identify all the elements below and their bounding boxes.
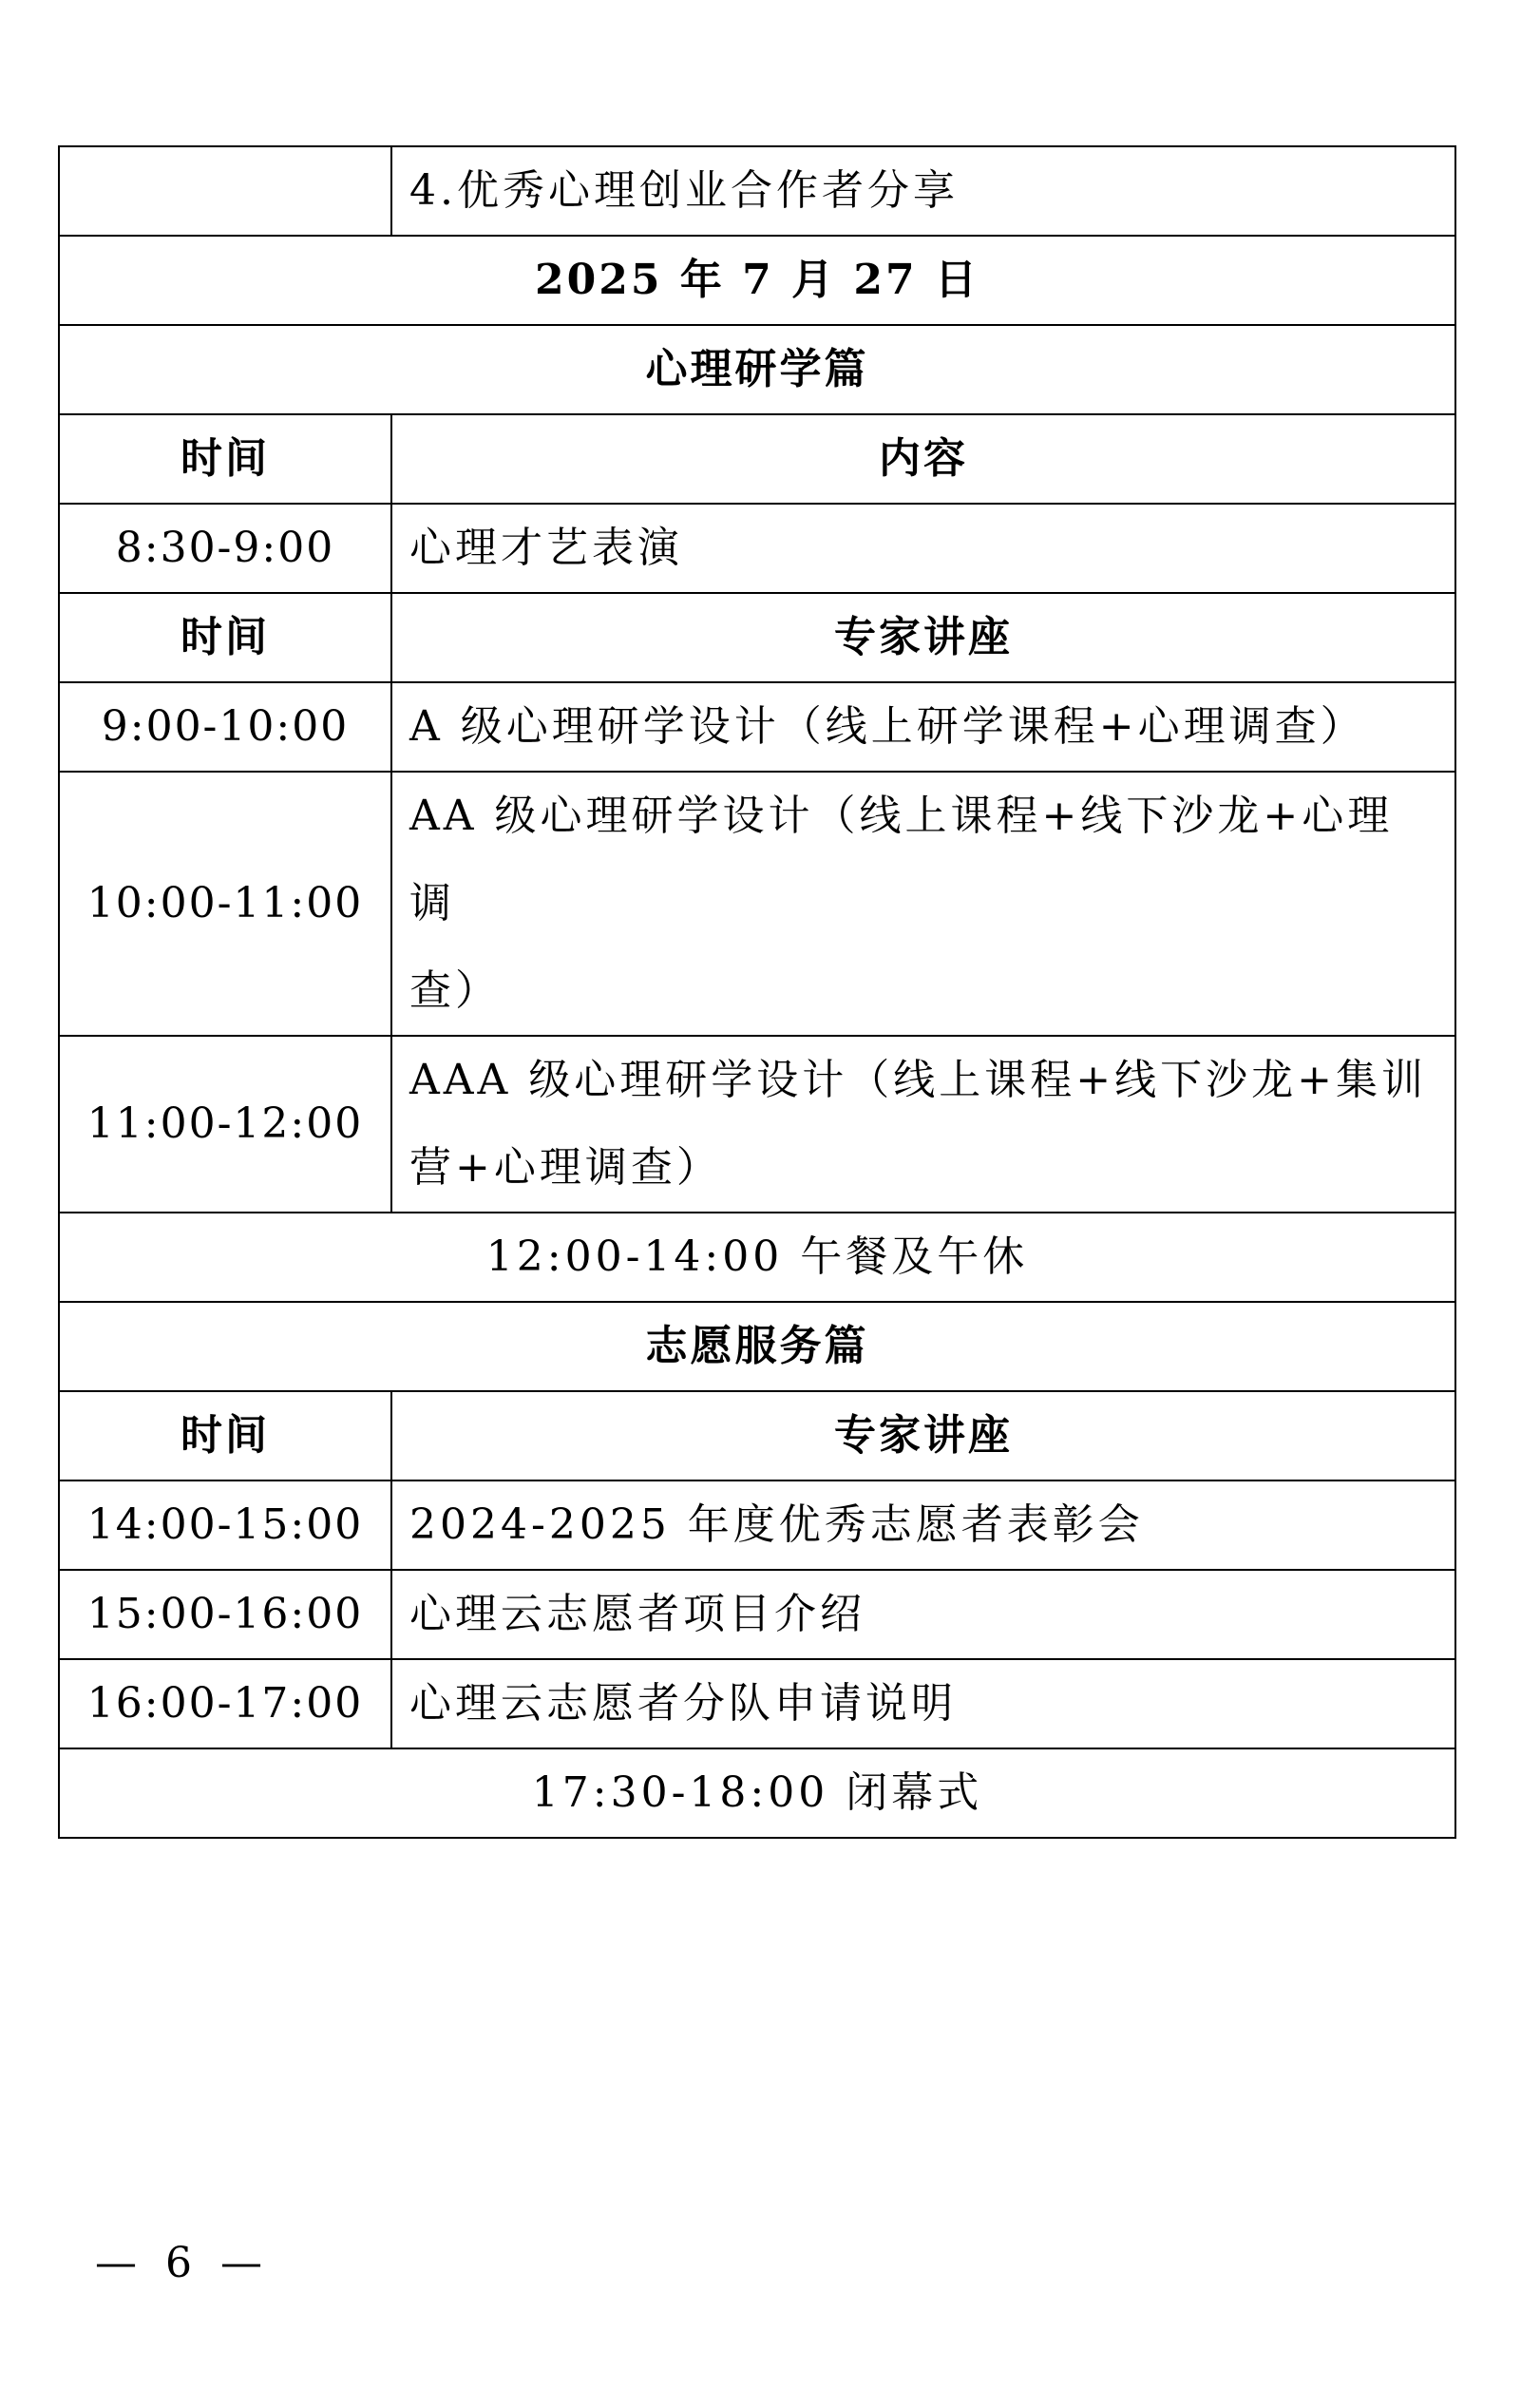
column-header-lecture: 专家讲座 (391, 593, 1455, 682)
content-cell: 心理云志愿者分队申请说明 (391, 1659, 1455, 1748)
content-cell: 心理才艺表演 (391, 504, 1455, 593)
closing-row (59, 1748, 1455, 1838)
column-header-content: 内容 (391, 414, 1455, 504)
table-row (59, 504, 1455, 593)
header-row (59, 414, 1455, 504)
break-row (59, 1213, 1455, 1302)
table-row (59, 146, 1455, 236)
content-cell (391, 1036, 1455, 1213)
content-cell: 4.优秀心理创业合作者分享 (391, 146, 1455, 236)
header-row (59, 593, 1455, 682)
time-cell: 15:00-16:00 (59, 1570, 391, 1659)
time-cell: 8:30-9:00 (59, 504, 391, 593)
content-line: 查） (409, 966, 501, 1015)
content-cell: 心理云志愿者项目介绍 (391, 1570, 1455, 1659)
date-row (59, 236, 1455, 325)
column-header-time: 时间 (59, 593, 391, 682)
header-row (59, 1391, 1455, 1480)
time-cell: 9:00-10:00 (59, 682, 391, 772)
section-title-volunteer: 志愿服务篇 (59, 1302, 1455, 1391)
content-line: 营+心理调查） (409, 1143, 722, 1192)
table-row (59, 682, 1455, 772)
content-cell (391, 772, 1455, 1036)
schedule-table (58, 145, 1456, 1839)
time-cell: 10:00-11:00 (59, 772, 391, 1036)
time-cell: 11:00-12:00 (59, 1036, 391, 1213)
page-number: — 6 — (95, 2239, 270, 2287)
column-header-time: 时间 (59, 414, 391, 504)
table-row (59, 1480, 1455, 1570)
date-heading: 2025 年 7 月 27 日 (59, 236, 1455, 325)
column-header-lecture: 专家讲座 (391, 1391, 1455, 1480)
table-row (59, 1570, 1455, 1659)
lunch-break: 12:00-14:00 午餐及午休 (59, 1213, 1455, 1302)
table-row (59, 1659, 1455, 1748)
section-row (59, 1302, 1455, 1391)
time-cell: 14:00-15:00 (59, 1480, 391, 1570)
content-line: AAA 级心理研学设计（线上课程+线下沙龙+集训 (409, 1056, 1428, 1104)
closing-ceremony: 17:30-18:00 闭幕式 (59, 1748, 1455, 1838)
content-cell: A 级心理研学设计（线上研学课程+心理调查） (391, 682, 1455, 772)
content-cell: 2024-2025 年度优秀志愿者表彰会 (391, 1480, 1455, 1570)
content-line: AA 级心理研学设计（线上课程+线下沙龙+心理调 (409, 792, 1394, 927)
empty-time-cell (59, 146, 391, 236)
section-title-research: 心理研学篇 (59, 325, 1455, 414)
column-header-time: 时间 (59, 1391, 391, 1480)
time-cell: 16:00-17:00 (59, 1659, 391, 1748)
table-row (59, 1036, 1455, 1213)
section-row (59, 325, 1455, 414)
table-row (59, 772, 1455, 1036)
